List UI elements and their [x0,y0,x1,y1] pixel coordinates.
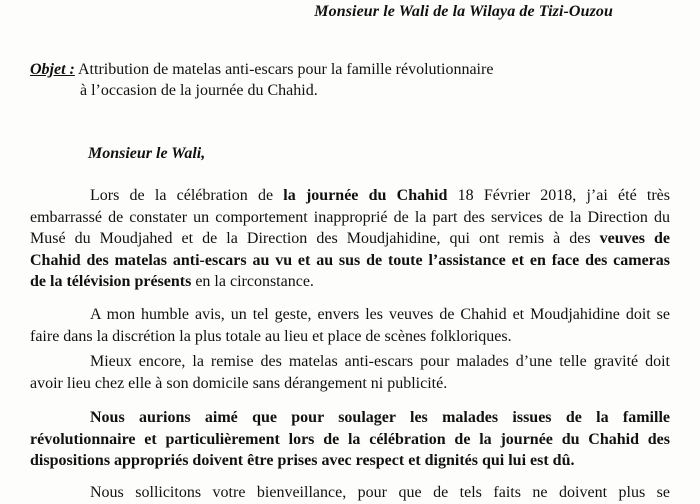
paragraph-2-line-2: faire dans la discrétion la plus totale au lieu et place de scènes folkloriques. [30,327,512,345]
p4-bold-line-2: révolutionnaire et particulièrement lors de la célébration de la journée du Chahid des [30,430,670,448]
paragraph-3 [30,351,670,394]
paragraph-5 [30,482,670,504]
paragraph-2 [30,304,670,347]
p4-bold-line-3: dispositions appropriés doivent être prises avec respect et dignités qui lui est dû. [30,452,575,469]
salutation: Monsieur le Wali, [88,145,206,162]
p1-bold-chahid-day: la journée du Chahid [283,187,448,204]
paragraph-4 [30,407,670,472]
paragraph-4-line-1 [30,407,670,429]
p1-text-c: 18 Février 2018, j’ai été très [447,187,670,204]
subject-block [30,59,650,101]
paragraph-1-line-1 [30,185,670,207]
p1-bold-veuves: veuves de [599,230,670,247]
paragraph-3-line-1: Mieux encore, la remise des matelas anti-escars pour malades d’une telle gravité doit [90,353,670,370]
subject-line-2: à l’occasion de la journée du Chahid. [80,82,318,99]
p1-text-a: Lors de la célébration de [90,187,284,204]
paragraph-4-line-3 [30,450,670,472]
paragraph-2-line-1: A mon humble avis, un tel geste, envers les veuves de Chahid et Moudjahidine doit se [90,306,670,323]
paragraph-1 [30,185,670,293]
paragraph-1-line-3 [30,228,670,250]
p1-text-l5b: en la circonstance. [191,273,314,290]
paragraph-4-line-2 [30,429,670,451]
paragraph-3-line-2: avoir lieu chez elle à son domicile sans dérangement ni publicité. [30,374,448,392]
p4-bold-line-1: Nous aurions aimé que pour soulager les malades issues de la famille [90,409,670,426]
paragraph-1-line-4 [30,250,670,272]
p1-bold-line-4: Chahid des matelas anti-escars au vu et au sus de toute l’assistance et en face des cameras [30,251,670,269]
paragraph-1-line-2: embarrassé de constater un comportement inapproprié de la part des services de la Direction du [30,208,670,226]
paragraph-1-line-5 [30,271,670,293]
p1-text-l3a: Musé du Moudjahed et de la Direction des Moudjahidine, qui ont remis à des [30,230,600,247]
paragraph-5-line-1: Nous sollicitons votre bienveillance, pour que de tels faits ne doivent plus se [90,484,670,501]
addressee-line: Monsieur le Wali de la Wilaya de Tizi-Ouzou [314,3,613,20]
p1-bold-television: de la télévision présents [30,273,192,290]
subject-line-1: Attribution de matelas anti-escars pour la famille révolutionnaire [78,61,494,78]
subject-label: Objet : [30,61,75,78]
